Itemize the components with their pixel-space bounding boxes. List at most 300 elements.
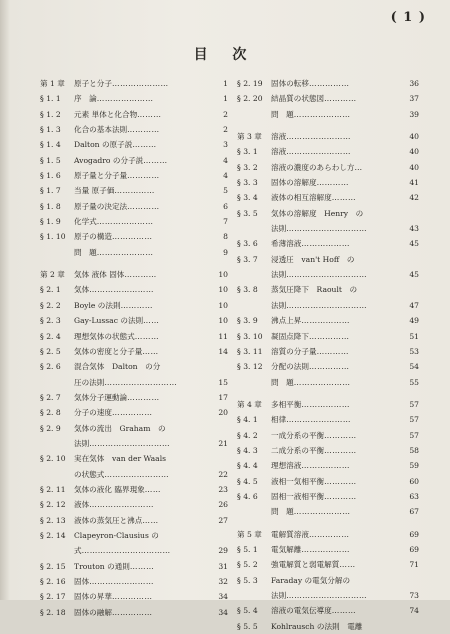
section-number: § 2. 15 — [40, 561, 66, 571]
section-number: § 1. 9 — [40, 217, 61, 227]
toc-entry-continuation — [40, 543, 228, 558]
entry-title: 固体の昇華 — [74, 592, 112, 602]
leader-dots: ………… — [316, 178, 349, 188]
leader-dots: ………… — [324, 491, 357, 501]
leader-dots: ………… — [316, 346, 349, 356]
entry-page-number: 69 — [409, 544, 419, 554]
toc-entry — [237, 603, 419, 618]
toc-entry — [40, 329, 228, 344]
section-number: § 5. 2 — [237, 560, 258, 570]
leader-dots: ………………………… — [286, 270, 368, 280]
section-number: § 4. 2 — [237, 430, 258, 440]
entry-title: 電気解離 — [271, 544, 302, 554]
entry-page-number: 42 — [409, 193, 419, 203]
section-number: § 2. 4 — [40, 331, 61, 341]
section-number: § 4. 3 — [237, 445, 258, 455]
entry-page-number: 27 — [218, 515, 228, 525]
toc-entry — [237, 160, 419, 175]
entry-title: 気体の密度と分子量 — [74, 346, 143, 356]
section-number: § 2. 14 — [40, 530, 66, 540]
section-number: § 1. 2 — [40, 109, 61, 119]
toc-entry — [40, 282, 228, 297]
section-number: 第 5 章 — [237, 529, 262, 539]
entry-page-number: 40 — [409, 132, 419, 142]
entry-title: 気体 — [74, 285, 90, 295]
chapter-entry — [40, 267, 228, 282]
entry-title: 電解質溶液 — [271, 529, 309, 539]
entry-title: Faraday の電気分解の — [271, 575, 351, 585]
leader-dots: ………………………… — [286, 224, 368, 234]
leader-dots: ……… — [132, 140, 157, 150]
entry-page-number: 5 — [223, 186, 228, 196]
toc-entry-continuation — [237, 107, 419, 122]
entry-page-number: 39 — [409, 109, 419, 119]
section-number: § 2. 6 — [40, 362, 61, 372]
toc-entry-continuation — [40, 375, 228, 390]
entry-page-number: 14 — [218, 346, 228, 356]
entry-title: 序 論 — [74, 94, 97, 104]
leader-dots: …………… — [308, 529, 350, 539]
leader-dots: ………………… — [111, 79, 169, 88]
leader-dots: ……… — [137, 109, 162, 119]
entry-page-number: 69 — [409, 529, 419, 539]
entry-title: 法則 — [271, 591, 287, 600]
entry-title: 問 題 — [74, 247, 97, 257]
leader-dots: ………… — [127, 201, 160, 211]
entry-title: 一成分系の平衡 — [271, 430, 325, 440]
leader-dots: …………………………… — [81, 546, 171, 556]
entry-page-number: 2 — [223, 109, 228, 119]
section-number: § 2. 18 — [40, 607, 66, 617]
entry-title: Trouton の通則 — [74, 561, 130, 571]
entry-page-number: 36 — [409, 79, 419, 88]
toc-entry — [40, 589, 228, 604]
entry-title: 原子と分子 — [74, 79, 112, 88]
entry-title: 問 題 — [271, 109, 294, 119]
toc-left-column — [40, 76, 228, 620]
entry-title: 液体の蒸気圧と沸点 — [74, 515, 143, 525]
section-number: § 2. 10 — [40, 454, 66, 464]
leader-dots: ………………… — [293, 109, 351, 119]
entry-title: 理想気体の状態式 — [74, 331, 135, 341]
chapter-entry — [237, 527, 419, 542]
section-number: § 3. 4 — [237, 193, 258, 203]
section-number: § 2. 20 — [237, 94, 263, 104]
leader-dots: …………………… — [104, 469, 170, 479]
leader-dots: …………… — [308, 79, 350, 88]
entry-title: 問 題 — [271, 377, 294, 387]
leader-dots: …… — [144, 484, 161, 494]
section-number: § 2. 5 — [40, 346, 61, 356]
entry-title: 法則 — [74, 438, 90, 448]
entry-page-number: 17 — [218, 392, 228, 402]
entry-page-number: 55 — [409, 377, 419, 387]
leader-dots: ………………………… — [286, 591, 368, 600]
toc-entry — [237, 474, 419, 489]
toc-entry — [40, 390, 228, 405]
toc-entry — [237, 443, 419, 458]
leader-dots: ………… — [324, 445, 357, 455]
entry-page-number: 20 — [218, 408, 228, 418]
section-number: § 4. 5 — [237, 476, 258, 486]
entry-page-number: 63 — [409, 491, 419, 501]
entry-title: 沸点上昇 — [271, 316, 302, 326]
entry-title: 結晶質の状態図 — [271, 94, 325, 104]
section-number: § 3. 2 — [237, 162, 258, 172]
entry-page-number: 26 — [218, 500, 228, 510]
leader-dots: …… — [339, 560, 356, 570]
section-number: § 2. 9 — [40, 423, 61, 433]
toc-entry — [237, 313, 419, 328]
section-number: § 3. 8 — [237, 285, 258, 295]
leader-dots: …………………… — [286, 415, 351, 425]
entry-page-number: 34 — [218, 592, 228, 602]
entry-page-number: 51 — [409, 331, 419, 341]
leader-dots: ………… — [324, 430, 357, 440]
section-number: § 4. 6 — [237, 491, 258, 501]
leader-dots: ………… — [127, 171, 160, 181]
entry-title: 気体の液化 臨界現象 — [74, 484, 145, 494]
toc-entry — [40, 298, 228, 313]
leader-dots: ………… — [120, 300, 153, 310]
leader-dots: ……………… — [301, 544, 350, 554]
section-number: § 2. 7 — [40, 392, 61, 402]
page-number: ( 1 ) — [390, 10, 426, 25]
entry-page-number: 73 — [409, 591, 419, 600]
leader-dots: ………………………… — [286, 300, 368, 310]
entry-title: 当量 原子価 — [74, 186, 115, 196]
entry-page-number: 6 — [223, 201, 228, 211]
entry-title: 分配の法則 — [271, 362, 309, 372]
section-number: § 3. 7 — [237, 254, 258, 264]
toc-entry — [237, 458, 419, 473]
section-number: § 3. 5 — [237, 208, 258, 218]
toc-entry-continuation — [237, 588, 419, 603]
leader-dots: ……… — [134, 331, 160, 341]
entry-title: 液体 — [74, 500, 90, 510]
leader-dots: ………………… — [96, 247, 154, 257]
toc-entry — [237, 76, 419, 91]
leader-dots: ……… — [331, 193, 357, 203]
entry-page-number: 9 — [223, 247, 228, 257]
entry-title: 溶液 — [271, 147, 287, 157]
toc-entry-continuation — [237, 375, 419, 390]
toc-entry — [40, 405, 228, 420]
entry-title: 原子の構造 — [74, 232, 112, 242]
leader-dots: ………… — [124, 270, 157, 280]
leader-dots: …………… — [111, 408, 153, 418]
leader-dots: ………………… — [293, 377, 351, 387]
toc-entry — [237, 428, 419, 443]
entry-title: 強電解質と弱電解質 — [271, 560, 340, 570]
entry-page-number: 47 — [409, 300, 419, 310]
entry-title: 固体の転移 — [271, 79, 309, 88]
entry-page-number: 23 — [218, 484, 228, 494]
leader-dots: ………………… — [96, 217, 154, 227]
toc-entry-continuation — [237, 267, 419, 282]
entry-page-number: 43 — [409, 224, 419, 234]
entry-page-number: 45 — [409, 270, 419, 280]
leader-dots: …………………… — [89, 285, 154, 295]
entry-page-number: 49 — [409, 316, 419, 326]
entry-title: 凝固点降下 — [271, 331, 309, 341]
entry-title: 化学式 — [74, 217, 97, 227]
entry-page-number: 57 — [409, 399, 419, 409]
section-number: § 1. 4 — [40, 140, 61, 150]
entry-title: 固体 — [74, 577, 90, 586]
section-number: § 3. 1 — [237, 147, 258, 157]
entry-title: 分子の速度 — [74, 408, 112, 418]
entry-page-number: 8 — [223, 232, 228, 242]
entry-title: 原子量の決定法 — [74, 201, 128, 211]
entry-page-number: 3 — [223, 140, 228, 150]
toc-entry — [40, 153, 228, 168]
section-number: § 3. 6 — [237, 239, 258, 249]
entry-page-number: 40 — [409, 147, 419, 157]
leader-dots: ………… — [127, 392, 160, 402]
toc-entry — [40, 91, 228, 106]
section-number: § 2. 17 — [40, 592, 66, 602]
section-number: § 1. 6 — [40, 171, 61, 181]
leader-dots: …………… — [114, 186, 155, 196]
section-number: § 5. 4 — [237, 606, 258, 616]
leader-dots: …………………… — [89, 577, 154, 586]
toc-entry — [40, 313, 228, 328]
entry-page-number: 58 — [409, 445, 419, 455]
leader-dots: ………………………… — [89, 438, 171, 448]
leader-dots: …………… — [308, 331, 350, 341]
entry-title: Kohlrausch の法則 電離 — [271, 621, 363, 631]
section-number: § 3. 10 — [237, 331, 263, 341]
section-number: 第 2 章 — [40, 270, 65, 280]
toc-entry — [237, 175, 419, 190]
entry-page-number: 57 — [409, 415, 419, 425]
entry-title: 希薄溶液 — [271, 239, 302, 249]
toc-entry — [237, 252, 419, 267]
entry-page-number: 41 — [409, 178, 419, 188]
leader-dots: …………………… — [286, 132, 351, 142]
entry-title: 法則 — [271, 270, 287, 280]
entry-page-number: 10 — [218, 316, 228, 326]
entry-page-number: 34 — [218, 607, 228, 617]
entry-title: 溶液の電気伝導度 — [271, 606, 332, 616]
toc-entry — [237, 282, 419, 297]
entry-title: 溶液 — [271, 132, 287, 142]
toc-entry — [237, 573, 419, 588]
entry-title: 化合の基本法則 — [74, 125, 128, 135]
entry-page-number: 4 — [223, 155, 228, 165]
toc-entry — [40, 574, 228, 589]
entry-title: の状態式 — [74, 469, 105, 479]
entry-page-number: 60 — [409, 476, 419, 486]
section-number: § 3. 12 — [237, 362, 263, 372]
toc-entry — [237, 619, 419, 634]
section-number: § 2. 16 — [40, 577, 66, 586]
leader-dots: ……… — [331, 606, 357, 616]
toc-entry — [40, 421, 228, 436]
leader-dots: …………… — [111, 592, 153, 602]
section-number: § 5. 1 — [237, 544, 258, 554]
section-number: § 4. 4 — [237, 461, 258, 471]
leader-dots: …………………… — [89, 500, 154, 510]
entry-page-number: 22 — [218, 469, 228, 479]
entry-page-number: 10 — [218, 285, 228, 295]
page-title: 目 次 — [193, 47, 257, 63]
entry-title: 固体の溶解度 — [271, 178, 317, 188]
entry-page-number: 57 — [409, 430, 419, 440]
toc-entry — [40, 344, 228, 359]
entry-title: 液体の相互溶解度 — [271, 193, 332, 203]
entry-title: 問 題 — [271, 507, 294, 517]
entry-page-number: 4 — [223, 171, 228, 181]
leader-dots: ……………… — [301, 316, 350, 326]
toc-entry-continuation — [40, 436, 228, 451]
entry-title: 気体 液体 固体 — [74, 270, 125, 280]
toc-entry — [237, 489, 419, 504]
toc-entry — [237, 359, 419, 374]
toc-entry — [237, 329, 419, 344]
toc-entry — [40, 513, 228, 528]
section-number: § 2. 12 — [40, 500, 66, 510]
toc-entry-continuation — [40, 245, 228, 260]
entry-title: Gay-Lussac の法則 — [74, 316, 144, 326]
toc-entry — [40, 183, 228, 198]
toc-entry — [237, 557, 419, 572]
entry-page-number: 7 — [223, 217, 228, 227]
entry-title: 溶液の濃度のあらわし方 — [271, 162, 355, 172]
toc-entry — [40, 214, 228, 229]
entry-title: 理想溶液 — [271, 461, 302, 471]
toc-entry — [237, 91, 419, 106]
entry-title: 混合気体 Dalton の分 — [74, 362, 161, 372]
section-number: § 2. 13 — [40, 515, 66, 525]
entry-title: 圧の法則 — [74, 377, 105, 387]
toc-entry — [237, 144, 419, 159]
entry-title: 法則 — [271, 300, 287, 310]
chapter-entry — [237, 397, 419, 412]
entry-page-number: 37 — [409, 94, 419, 104]
entry-title: 二成分系の平衡 — [271, 445, 325, 455]
entry-title: 原子量と分子量 — [74, 171, 128, 181]
section-number: § 1. 10 — [40, 232, 66, 242]
toc-entry — [40, 605, 228, 620]
toc-entry — [40, 528, 228, 543]
toc-entry — [40, 107, 228, 122]
entry-page-number: 45 — [409, 239, 419, 249]
toc-right-column — [237, 76, 419, 634]
entry-title: 式 — [74, 546, 82, 556]
toc-entry — [40, 359, 228, 374]
toc-entry — [237, 412, 419, 427]
leader-dots: …… — [142, 346, 159, 356]
entry-page-number: 1 — [223, 79, 228, 88]
section-number: § 2. 11 — [40, 484, 66, 494]
section-number: 第 1 章 — [40, 79, 65, 88]
section-number: § 5. 5 — [237, 621, 258, 631]
leader-dots: ……………………… — [104, 377, 178, 387]
entry-page-number: 54 — [409, 362, 419, 372]
section-number: § 2. 8 — [40, 408, 61, 418]
toc-entry — [40, 451, 228, 466]
chapter-entry — [40, 76, 228, 91]
entry-page-number: 21 — [218, 438, 228, 448]
toc-entry — [237, 190, 419, 205]
toc-entry — [237, 542, 419, 557]
leader-dots: …… — [142, 515, 159, 525]
toc-entry-continuation — [237, 504, 419, 519]
section-number: § 3. 9 — [237, 316, 258, 326]
entry-page-number: 10 — [218, 300, 228, 310]
toc-entry-continuation — [40, 467, 228, 482]
entry-page-number: 11 — [218, 331, 228, 341]
entry-page-number: 59 — [409, 461, 419, 471]
entry-title: 元素 単体と化合物 — [74, 109, 138, 119]
section-number: § 1. 3 — [40, 125, 61, 135]
toc-entry — [40, 229, 228, 244]
toc-entry — [237, 344, 419, 359]
section-number: § 1. 1 — [40, 94, 61, 104]
entry-title: 気体の流出 Graham の — [74, 423, 166, 433]
leader-dots: …………… — [308, 362, 350, 372]
section-number: § 2. 1 — [40, 285, 61, 295]
section-number: § 3. 11 — [237, 346, 263, 356]
leader-dots: ………… — [127, 125, 160, 135]
entry-title: 気体分子運動論 — [74, 392, 128, 402]
entry-page-number: 53 — [409, 346, 419, 356]
leader-dots: ……………… — [301, 461, 350, 471]
toc-entry — [40, 482, 228, 497]
leader-dots: ………………… — [293, 507, 351, 517]
entry-title: 相律 — [271, 415, 287, 425]
section-number: § 2. 19 — [237, 79, 263, 88]
entry-title: Boyle の法則 — [74, 300, 121, 310]
toc-entry — [40, 199, 228, 214]
leader-dots: … — [354, 162, 363, 172]
section-number: § 2. 3 — [40, 316, 61, 326]
entry-title: Dalton の原子説 — [74, 140, 133, 150]
section-number: § 1. 8 — [40, 201, 61, 211]
entry-page-number: 67 — [409, 507, 419, 517]
toc-entry-continuation — [237, 221, 419, 236]
entry-page-number: 74 — [409, 606, 419, 616]
entry-title: Clapeyron-Clausius の — [74, 530, 159, 540]
toc-entry — [237, 206, 419, 221]
section-number: § 1. 5 — [40, 155, 61, 165]
entry-page-number: 10 — [218, 270, 228, 280]
entry-title: 多相平衡 — [271, 399, 302, 409]
entry-page-number: 29 — [218, 546, 228, 556]
entry-title: 固体の融解 — [74, 607, 112, 617]
entry-title: 蒸気圧降下 Raoult の — [271, 285, 358, 295]
section-number: § 1. 7 — [40, 186, 61, 196]
chapter-entry — [237, 129, 419, 144]
section-number: 第 4 章 — [237, 399, 262, 409]
leader-dots: ………………… — [96, 94, 154, 104]
entry-page-number: 2 — [223, 125, 228, 135]
leader-dots: …………… — [111, 607, 153, 617]
toc-entry — [237, 236, 419, 251]
leader-dots: …………………… — [286, 147, 351, 157]
entry-title: 固相一液相平衡 — [271, 491, 325, 501]
leader-dots: ……………… — [301, 239, 350, 249]
entry-title: 液相一気相平衡 — [271, 476, 325, 486]
entry-title: 実在気体 van der Waals — [74, 454, 167, 464]
section-number: § 5. 3 — [237, 575, 258, 585]
entry-page-number: 15 — [218, 377, 228, 387]
entry-page-number: 40 — [409, 162, 419, 172]
toc-entry — [40, 559, 228, 574]
entry-page-number: 1 — [223, 94, 228, 104]
